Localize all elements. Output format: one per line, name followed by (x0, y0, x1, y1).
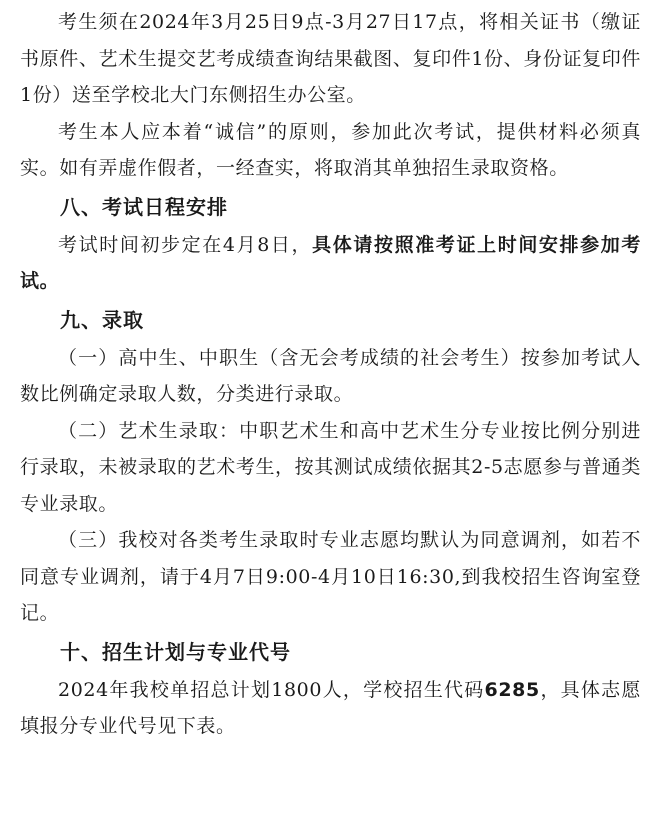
exam-date-emphasis: 具体请按照准考证上时间安排参加考试。 (20, 233, 641, 292)
admission-item-3: （三）我校对各类考生录取时专业志愿均默认为同意调剂，如若不同意专业调剂，请于4月7日9:00-4月10日16:30,到我校招生咨询室登记。 (20, 529, 641, 624)
exam-date-text: 考试时间初步定在4月8日， (58, 233, 313, 256)
exam-schedule-paragraph (20, 227, 641, 300)
document-page (20, 4, 641, 745)
integrity-paragraph: 考生本人应本着“诚信”的原则，参加此次考试，提供材料必须真实。如有弄虚作假者，一经查实，将取消其单独招生录取资格。 (20, 120, 641, 179)
enrollment-plan-text-end: ，具体志愿填报分专业代号见下表。 (20, 678, 641, 737)
materials-paragraph: 考生须在2024年3月25日9点-3月27日17点，将相关证书（缴证书原件、艺术生提交艺考成绩查询结果截图、复印件1份、身份证复印件1份）送至学校北大门东侧招生办公室。 (20, 11, 641, 106)
enrollment-plan-text: 2024年我校单招总计划1800人，学校招生代码 (58, 678, 485, 701)
admission-item-1: （一）高中生、中职生（含无会考成绩的社会考生）按参加考试人数比例确定录取人数，分类进行录取。 (20, 346, 641, 405)
section-heading-exam-schedule: 八、考试日程安排 (60, 194, 228, 219)
admission-item-2: （二）艺术生录取：中职艺术生和高中艺术生分专业按比例分别进行录取，未被录取的艺术考生，按其测试成绩依据其2-5志愿参与普通类专业录取。 (20, 419, 641, 515)
enrollment-plan-paragraph (20, 672, 641, 745)
section-heading-enrollment-plan: 十、招生计划与专业代号 (60, 639, 291, 664)
school-code: 6285 (484, 678, 540, 701)
section-heading-admission: 九、录取 (60, 307, 144, 332)
